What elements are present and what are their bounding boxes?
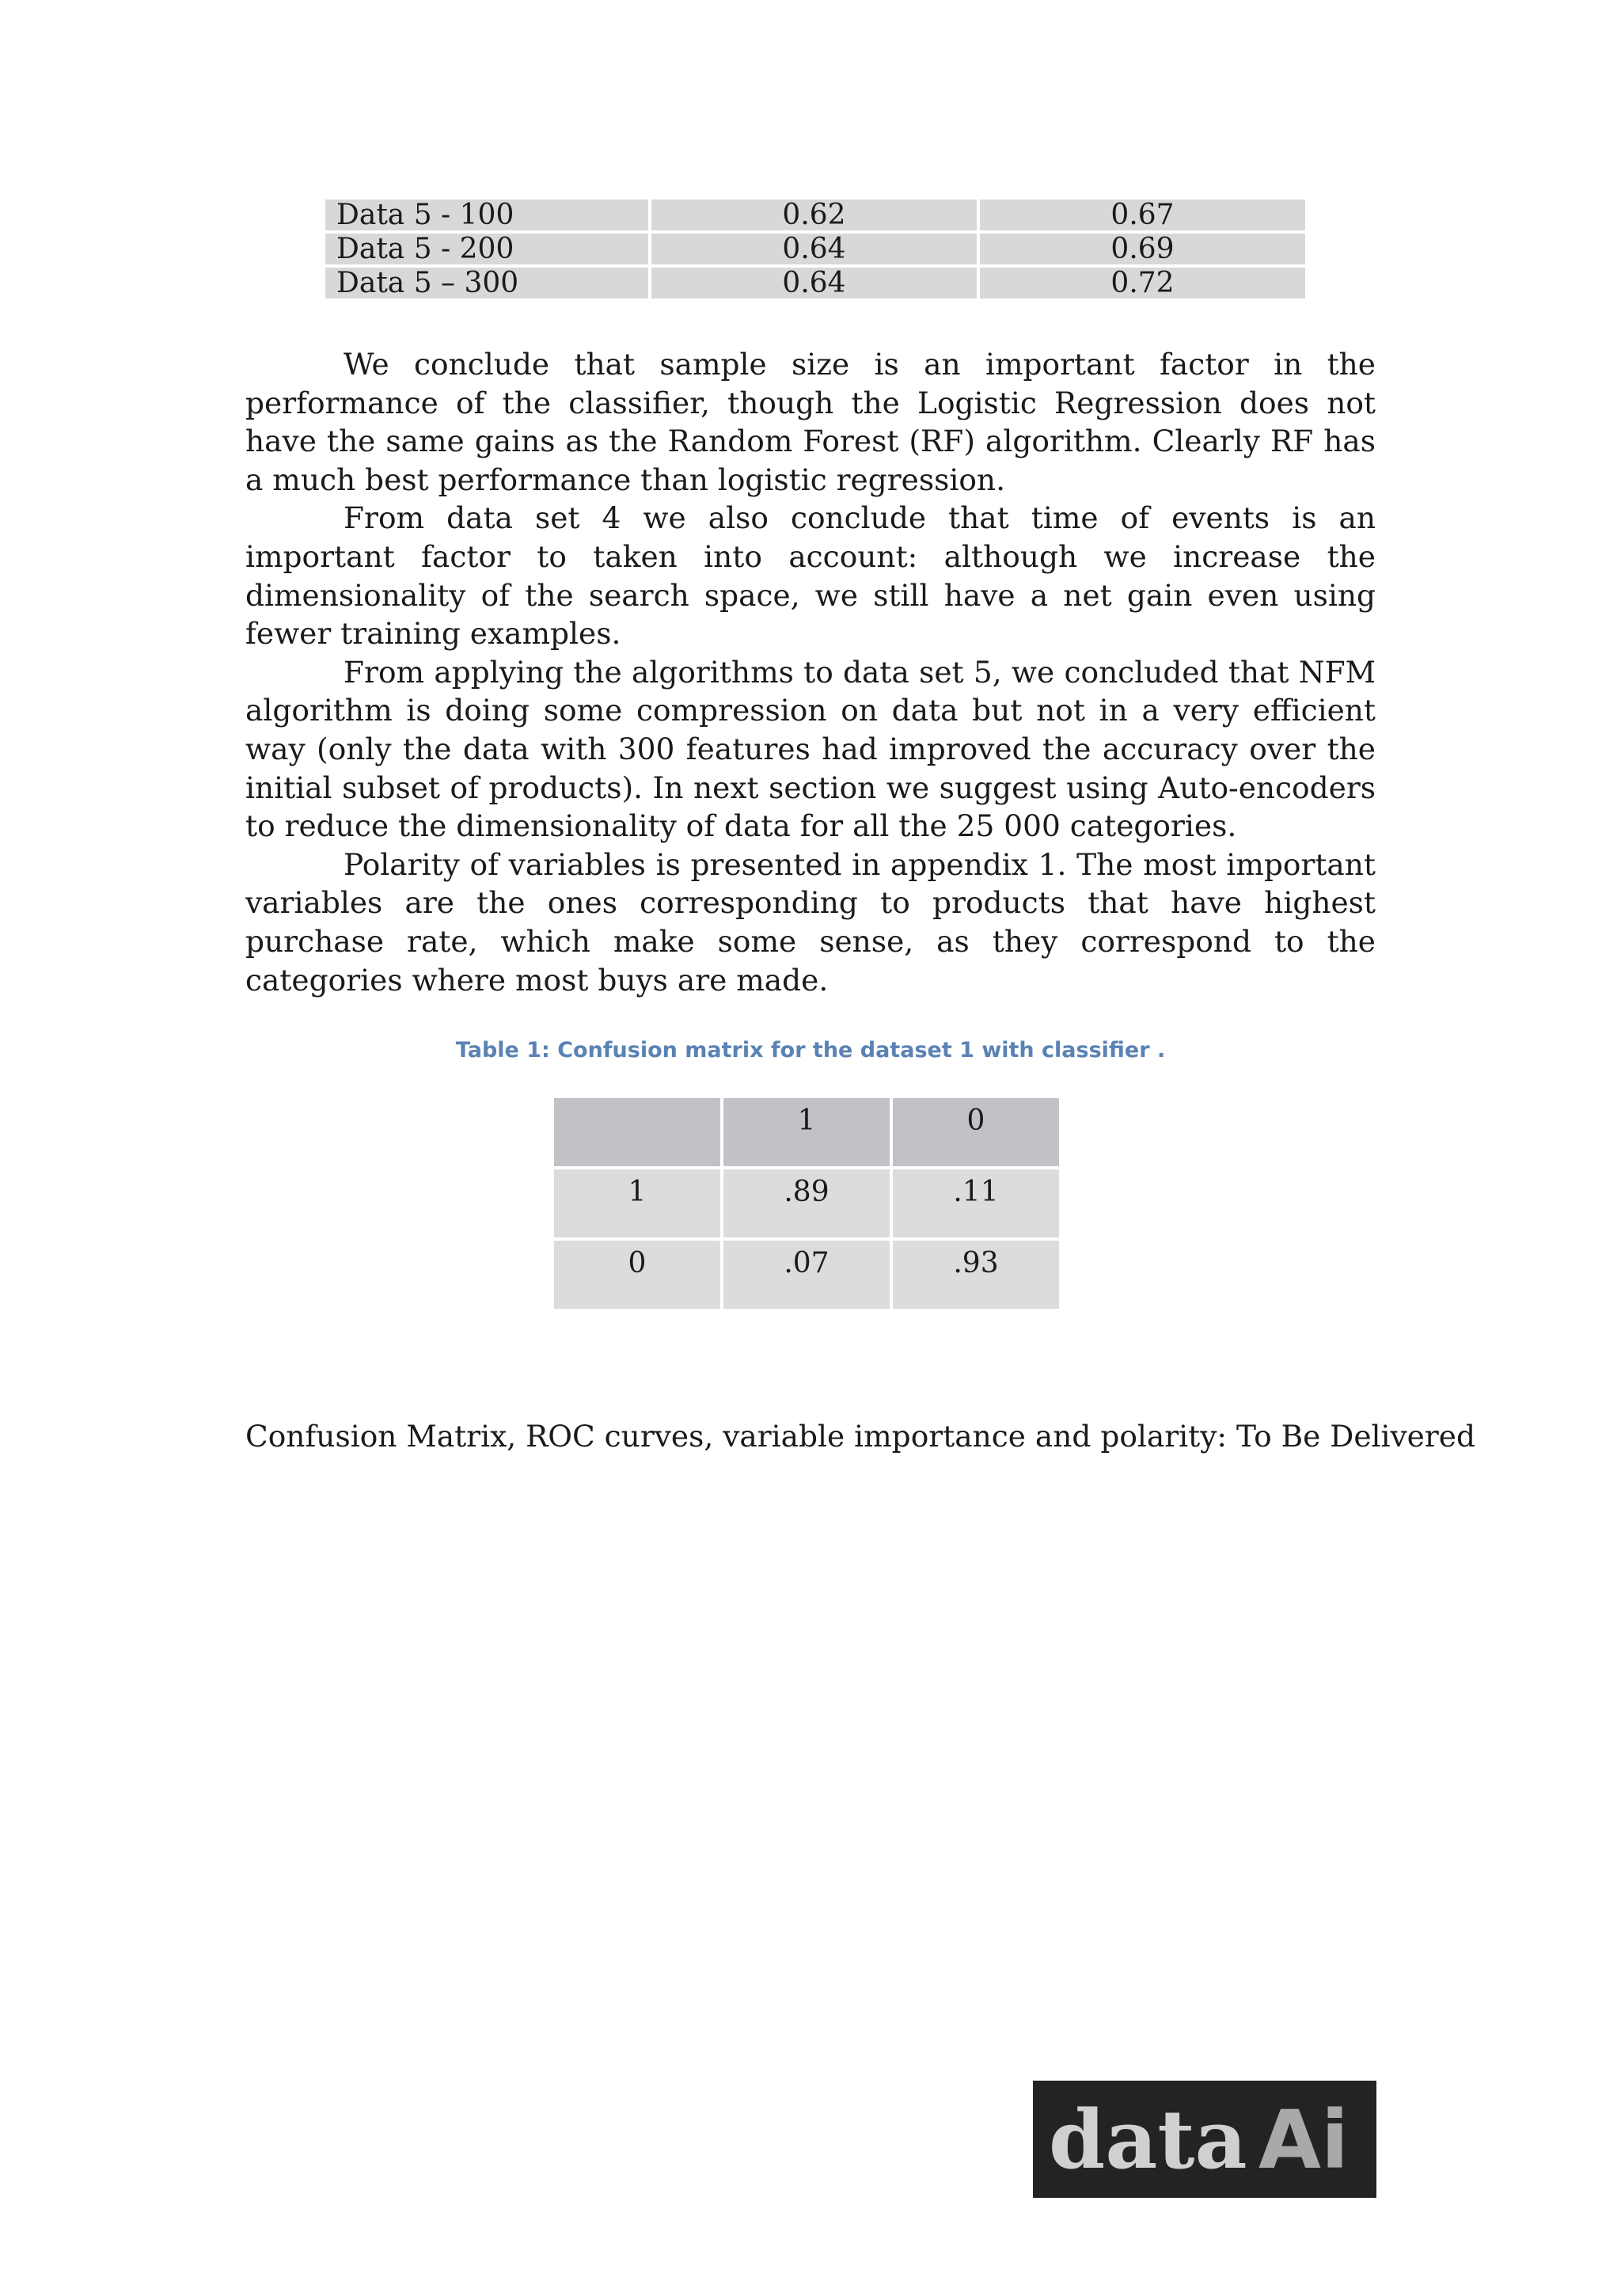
table-cell: 0.72 <box>980 268 1305 298</box>
results-table <box>322 196 1308 302</box>
logo-accent-text: Ai <box>1258 2093 1349 2188</box>
logo-text: data <box>1049 2093 1247 2188</box>
table-cell: 0.64 <box>651 268 977 298</box>
table-caption: Table 1: Confusion matrix for the dataset 1 with classifier . <box>455 1038 1166 1062</box>
footer-note: Confusion Matrix, ROC curves, variable importance and polarity: To Be Delivered <box>245 1419 1475 1454</box>
table-cell: 0.69 <box>980 234 1305 264</box>
table-cell: Data 5 - 100 <box>325 200 648 230</box>
paragraph-polarity: Polarity of variables is presented in appendix 1. The most important variables are the ones corresponding to products that have highest purchase rate, which make some sense, as they correspond to the categories where most buys are made. <box>245 846 1376 998</box>
table-cell: .93 <box>893 1241 1059 1309</box>
table-cell: .11 <box>893 1169 1059 1237</box>
paragraph-sample-size: We conclude that sample size is an important factor in the performance of the classifier, though the Logistic Regression does not have the same gains as the Random Forest (RF) algorithm. Clearly RF has a much best performance than logistic regression. <box>245 347 1376 497</box>
table-row <box>554 1241 1059 1309</box>
row-label-cell: 1 <box>554 1169 720 1237</box>
header-cell: 0 <box>893 1098 1059 1166</box>
table-cell: Data 5 – 300 <box>325 268 648 298</box>
table-row <box>325 200 1305 230</box>
table-cell: 0.67 <box>980 200 1305 230</box>
table-row <box>554 1169 1059 1237</box>
table-cell: Data 5 - 200 <box>325 234 648 264</box>
row-label-cell: 0 <box>554 1241 720 1309</box>
table-header-row <box>554 1098 1059 1166</box>
table-cell: .89 <box>723 1169 890 1237</box>
paragraph-time-of-events: From data set 4 we also conclude that time of events is an important factor to taken into account: although we increase the dimensionality of the search space, we still have a net gain even using fewer training examples. <box>245 500 1376 652</box>
table-cell: 0.62 <box>651 200 977 230</box>
table-cell: 0.64 <box>651 234 977 264</box>
dataai-logo <box>1033 2081 1376 2198</box>
body-text <box>245 345 1376 999</box>
table-cell: .07 <box>723 1241 890 1309</box>
table-row <box>325 268 1305 298</box>
paragraph-nfm: From applying the algorithms to data set 5, we concluded that NFM algorithm is doing some compression on data but not in a very efficient way (only the data with 300 features had improved the accuracy over the initial subset of products). In next section we suggest using Auto-encoders to reduce the dimensionality of data for all the 25 000 categories. <box>245 654 1376 844</box>
confusion-matrix-table <box>551 1095 1062 1312</box>
header-cell <box>554 1098 720 1166</box>
header-cell: 1 <box>723 1098 890 1166</box>
table-row <box>325 234 1305 264</box>
